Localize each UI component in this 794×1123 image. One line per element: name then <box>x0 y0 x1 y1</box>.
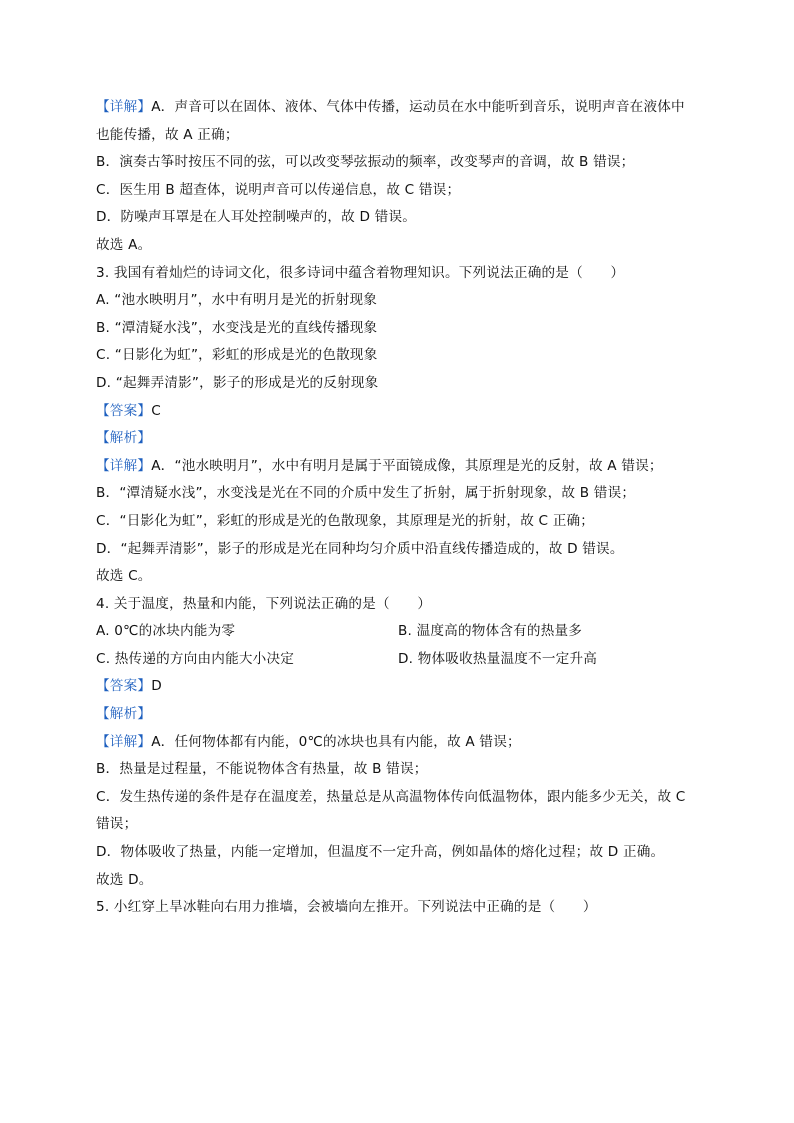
q3-detail-d: D．“起舞弄清影”，影子的形成是光在同种均匀介质中沿直线传播造成的，故 D 错误。 <box>96 540 624 557</box>
q3-stem: 3. 我国有着灿烂的诗词文化，很多诗词中蕴含着物理知识。下列说法正确的是（ ） <box>96 264 625 281</box>
q2-detail-d: D．防噪声耳罩是在人耳处控制噪声的，故 D 错误。 <box>96 209 417 226</box>
q4-stem: 4. 关于温度，热量和内能，下列说法正确的是（ ） <box>96 595 432 612</box>
q3-detail-c: C．“日影化为虹”，彩虹的形成是光的色散现象，其原理是光的折射，故 C 正确； <box>96 512 595 529</box>
q4-conclusion: 故选 D。 <box>96 871 153 888</box>
q2-detail-line-a2: 也能传播，故 A 正确； <box>96 126 239 143</box>
q4-option-d: D. 物体吸收热量温度不一定升高 <box>398 650 598 667</box>
q3-option-c: C. “日影化为虹”，彩虹的形成是光的色散现象 <box>96 347 378 364</box>
q4-answer-value: D <box>151 678 162 695</box>
q3-answer-value: C <box>151 402 161 419</box>
q3-conclusion: 故选 C。 <box>96 568 152 585</box>
q4-detail-a-text: A．任何物体都有内能，0℃的冰块也具有内能，故 A 错误； <box>151 733 521 750</box>
q4-detail-b: B．热量是过程量，不能说物体含有热量，故 B 错误； <box>96 761 428 778</box>
q3-option-d: D. “起舞弄清影”，影子的形成是光的反射现象 <box>96 374 379 391</box>
q4-detail-d: D．物体吸收了热量，内能一定增加，但温度不一定升高，例如晶体的熔化过程；故 D 正确。 <box>96 844 665 861</box>
q3-option-a: A. “池水映明月”，水中有明月是光的折射现象 <box>96 292 378 309</box>
page-content <box>96 94 700 922</box>
q4-answer <box>96 673 700 701</box>
q3-analysis-tag: 【解析】 <box>96 430 152 447</box>
q3-detail-a-text: A．“池水映明月”，水中有明月是属于平面镜成像，其原理是光的反射，故 A 错误； <box>151 457 663 474</box>
q4-option-b: B. 温度高的物体含有的热量多 <box>398 623 583 640</box>
q3-detail-tag: 【详解】 <box>96 457 152 474</box>
q4-option-a: A. 0℃的冰块内能为零 <box>96 623 236 640</box>
q2-detail-line-a1 <box>96 94 700 122</box>
q4-detail-c-line1: C．发生热传递的条件是存在温度差，热量总是从高温物体传向低温物体，跟内能多少无关，故 C <box>96 788 686 805</box>
q4-answer-tag: 【答案】 <box>96 678 152 695</box>
q2-detail-b: B．演奏古筝时按压不同的弦，可以改变琴弦振动的频率，改变琴声的音调，故 B 错误； <box>96 154 635 171</box>
q4-analysis-tag: 【解析】 <box>96 706 152 723</box>
q4-options-row-2 <box>96 646 700 674</box>
q2-detail-tag: 【详解】 <box>96 99 152 115</box>
q2-detail-c: C．医生用 B 超查体，说明声音可以传递信息，故 C 错误； <box>96 181 461 198</box>
q4-detail-c-line2: 错误； <box>96 816 138 833</box>
q3-answer-tag: 【答案】 <box>96 402 152 419</box>
q3-answer <box>96 398 700 426</box>
q3-option-b: B. “潭清疑水浅”，水变浅是光的直线传播现象 <box>96 319 378 336</box>
q2-detail-a-text: A．声音可以在固体、液体、气体中传播，运动员在水中能听到音乐，说明声音在液体中 <box>151 99 685 115</box>
q3-detail-b: B．“潭清疑水浅”，水变浅是光在不同的介质中发生了折射，属于折射现象，故 B 错误； <box>96 485 636 502</box>
q4-option-c: C. 热传递的方向由内能大小决定 <box>96 650 295 667</box>
q5-stem: 5. 小红穿上旱冰鞋向右用力推墙，会被墙向左推开。下列说法中正确的是（ ） <box>96 899 597 916</box>
q4-detail-tag: 【详解】 <box>96 733 152 750</box>
q4-detail-a <box>96 729 700 757</box>
q3-detail-a <box>96 453 700 481</box>
q4-options-row-1 <box>96 618 700 646</box>
q2-conclusion: 故选 A。 <box>96 236 152 253</box>
